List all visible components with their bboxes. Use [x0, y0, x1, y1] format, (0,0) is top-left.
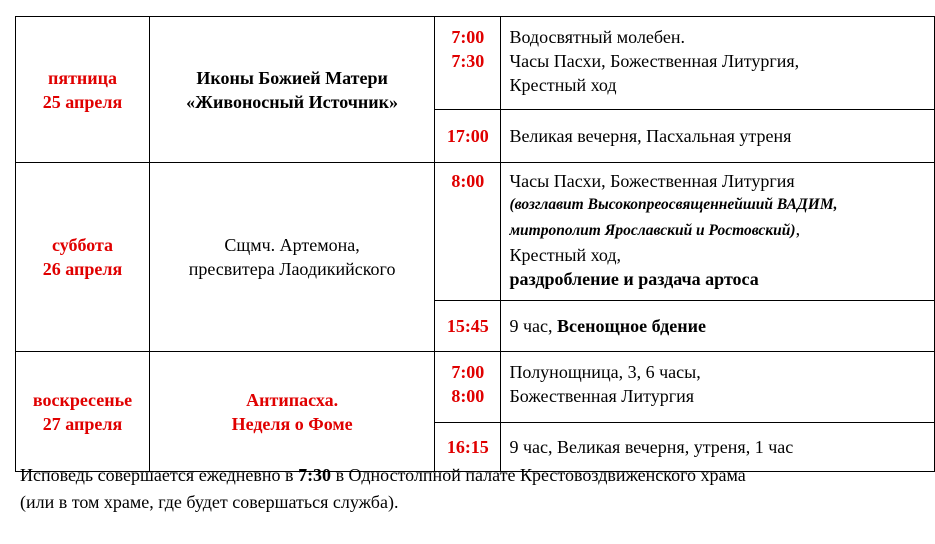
service-line: 9 час, Великая вечерня, утреня, 1 час — [509, 437, 794, 457]
service-time: 8:00 — [451, 171, 485, 191]
time-cell — [435, 163, 501, 301]
date: 27 апреля — [42, 413, 123, 434]
service-note: митрополит Ярославский и Ростовский) — [509, 222, 796, 239]
date: 25 апреля — [42, 91, 123, 112]
service-time: 7:00 — [451, 362, 485, 382]
feast-line: «Живоносный Источник» — [186, 91, 398, 112]
day-cell — [16, 163, 150, 352]
service-cell — [501, 163, 935, 301]
feast-cell — [149, 352, 434, 472]
service-note: (возглавит Высокопреосвященнейший ВАДИМ, — [509, 196, 838, 213]
service-time: 7:30 — [451, 51, 485, 71]
footer-time: 7:30 — [298, 465, 332, 485]
feast-line: Сщмч. Артемона, — [224, 235, 360, 255]
service-cell — [501, 17, 935, 110]
service-time: 16:15 — [446, 437, 489, 457]
feast-line: Неделя о Фоме — [231, 413, 353, 434]
service-line: Божественная Литургия — [509, 386, 694, 406]
service-time: 17:00 — [446, 126, 489, 146]
day-cell — [16, 17, 150, 163]
service-time: 8:00 — [451, 386, 485, 406]
service-line: Часы Пасхи, Божественная Литургия, — [509, 51, 800, 71]
weekday: воскресенье — [32, 389, 133, 410]
time-cell — [435, 17, 501, 110]
service-line: Водосвятный молебен. — [509, 27, 685, 47]
date: 26 апреля — [42, 259, 123, 279]
service-time: 15:45 — [446, 316, 489, 336]
service-prefix: 9 час, — [509, 316, 557, 336]
note-comma: , — [795, 219, 801, 239]
service-line-bold: раздробление и раздача артоса — [509, 269, 759, 289]
footer-text: в Одностолпной палате Крестовоздвиженского храма — [331, 465, 746, 485]
feast-line: пресвитера Лаодикийского — [188, 259, 396, 279]
footer-line2: (или в том храме, где будет совершаться служба). — [20, 492, 399, 512]
service-line: Крестный ход, — [509, 245, 622, 265]
day-row-sunday — [16, 352, 935, 423]
day-cell — [16, 352, 150, 472]
service-line: Великая вечерня, Пасхальная утреня — [509, 126, 792, 146]
feast-cell — [149, 17, 434, 163]
feast-line: Иконы Божией Матери — [196, 67, 388, 88]
service-line: Часы Пасхи, Божественная Литургия — [509, 171, 795, 191]
day-row-saturday — [16, 163, 935, 301]
schedule-table — [15, 16, 935, 472]
service-time: 7:00 — [451, 27, 485, 47]
service-cell — [501, 110, 935, 163]
day-row-friday — [16, 17, 935, 110]
service-line: Полунощница, 3, 6 часы, — [509, 362, 701, 382]
weekday: суббота — [51, 235, 114, 255]
footer-text: Исповедь совершается ежедневно в — [20, 465, 299, 485]
service-cell — [501, 352, 935, 423]
feast-cell — [149, 163, 434, 352]
service-cell — [501, 301, 935, 352]
confession-note — [20, 462, 920, 516]
time-cell — [435, 301, 501, 352]
service-bold: Всенощное бдение — [556, 316, 706, 336]
time-cell — [435, 110, 501, 163]
service-line: Крестный ход — [509, 75, 617, 95]
feast-line: Антипасха. — [246, 389, 339, 410]
time-cell — [435, 352, 501, 423]
weekday: пятница — [47, 67, 118, 88]
